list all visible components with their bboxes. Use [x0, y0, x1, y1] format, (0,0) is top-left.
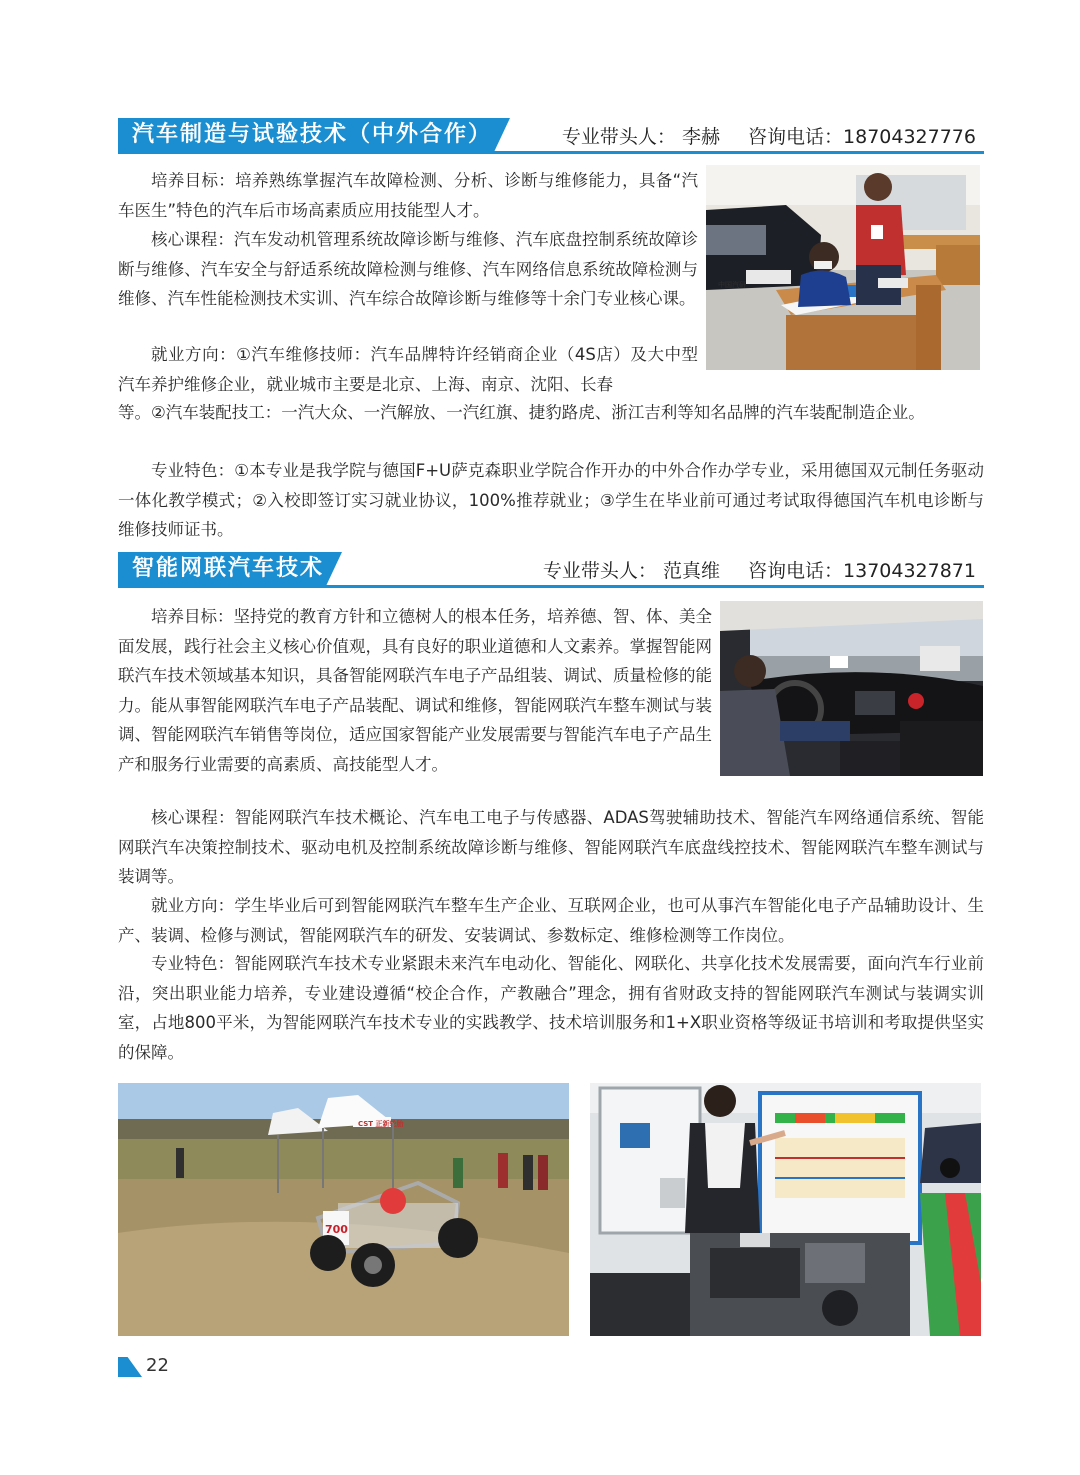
- tent-brand-text: CST 正新轮胎: [358, 1120, 404, 1128]
- phone-number-2: 13704327871: [843, 560, 976, 582]
- page-number-text: 22: [146, 1355, 169, 1376]
- section-rule-1: [118, 151, 984, 154]
- page-number-marker-icon: [118, 1357, 142, 1377]
- section-rule-2: [118, 585, 984, 588]
- section-contact-2: [537, 556, 976, 583]
- s2-training-goal: 培养目标：坚持党的教育方针和立德树人的根本任务，培养德、智、体、美全面发展，践行社会主义核心价值观，具有良好的职业道德和人文素养。掌握智能网联汽车技术领域基本知识，具备智能网联汽车电子产品组装、调试、质量检修的能力。能从事智能网联汽车电子产品装配、调试和维修，智能网联汽车整车测试与装调、智能网联汽车销售等岗位，适应国家智能产业发展需要与智能汽车电子产品生产和服务行业需要的高素质、高技能型人才。: [118, 607, 712, 774]
- engine-lab-photo: [590, 1083, 981, 1336]
- s1-employment-b: 等。②汽车装配技工：一汽大众、一汽解放、一汽红旗、捷豹路虎、浙江吉利等知名品牌的汽车装配制造企业。: [118, 403, 925, 422]
- phone-label-2: 咨询电话：: [748, 560, 844, 582]
- s1-features: 专业特色：①本专业是我学院与德国F+U萨克森职业学院合作开办的中外合作办学专业，采用德国双元制任务驱动一体化教学模式；②入校即签订实习就业协议，100%推荐就业；③学生在毕业前可通过考试取得德国汽车机电诊断与维修技师证书。: [118, 461, 984, 539]
- s2-core-courses: 核心课程：智能网联汽车技术概论、汽车电工电子与传感器、ADAS驾驶辅助技术、智能汽车网络通信系统、智能网联汽车决策控制技术、驱动电机及控制系统故障诊断与维修、智能网联汽车底盘线控技术、智能网联汽车整车测试与装调等。: [118, 808, 984, 886]
- section-contact-1: [556, 122, 976, 149]
- section-header-1: [118, 118, 984, 156]
- s1-core-courses: 核心课程：汽车发动机管理系统故障诊断与维修、汽车底盘控制系统故障诊断与维修、汽车安全与舒适系统故障检测与维修、汽车网络信息系统故障检测与维修、汽车性能检测技术实训、汽车综合故障诊断与维修等十余门专业核心课。: [118, 230, 698, 308]
- section-title-1: 汽车制造与试验技术（中外合作）: [118, 118, 494, 152]
- phone-number-1: 18704327776: [843, 126, 976, 148]
- smart-car-cockpit-image: [720, 601, 983, 776]
- s2-employment: 就业方向：学生毕业后可到智能网联汽车整车生产企业、互联网企业，也可从事汽车智能化电子产品辅助设计、生产、装调、检修与测试，智能网联汽车的研发、安装调试、参数标定、维修检测等工作岗位。: [118, 896, 984, 945]
- leader-name-1: 李赫: [681, 126, 720, 148]
- s1-employment-a: 就业方向：①汽车维修技师：汽车品牌特许经销商企业（4S店）及大中型汽车养护维修企业，就业城市主要是北京、上海、南京、沈阳、长春: [118, 345, 698, 394]
- leader-label-1: 专业带头人：: [561, 126, 676, 148]
- offroad-race-photo: [118, 1083, 569, 1336]
- section-title-2: 智能网联汽车技术: [118, 552, 326, 586]
- section-header-2: [118, 552, 984, 590]
- s1-training-goal: 培养目标：培养熟练掌握汽车故障检测、分析、诊断与维修能力，具备“汽车医生”特色的汽车后市场高素质应用技能型人才。: [118, 171, 698, 220]
- phone-label-1: 咨询电话：: [748, 126, 844, 148]
- smart-car-cockpit-photo: [720, 601, 983, 776]
- engine-lab-image: [590, 1083, 981, 1336]
- classroom-exam-image: [706, 165, 980, 370]
- desk-sign-text: 中国汽研: [718, 281, 746, 289]
- s2-features: 专业特色：智能网联汽车技术专业紧跟未来汽车电动化、智能化、网联化、共享化技术发展需要，面向汽车行业前沿，突出职业能力培养，专业建设遵循“校企合作，产教融合”理念，拥有省财政支持的智能网联汽车测试与装调实训室，占地800平米，为智能网联汽车技术专业的实践教学、技术培训服务和1+X职业资格等级证书培训和考取提供坚实的保障。: [118, 954, 984, 1062]
- classroom-exam-photo: [706, 165, 980, 370]
- leader-name-2: 范真维: [662, 560, 720, 582]
- leader-label-2: 专业带头人：: [542, 560, 657, 582]
- car-number-text: 700: [325, 1223, 348, 1236]
- offroad-race-image: [118, 1083, 569, 1336]
